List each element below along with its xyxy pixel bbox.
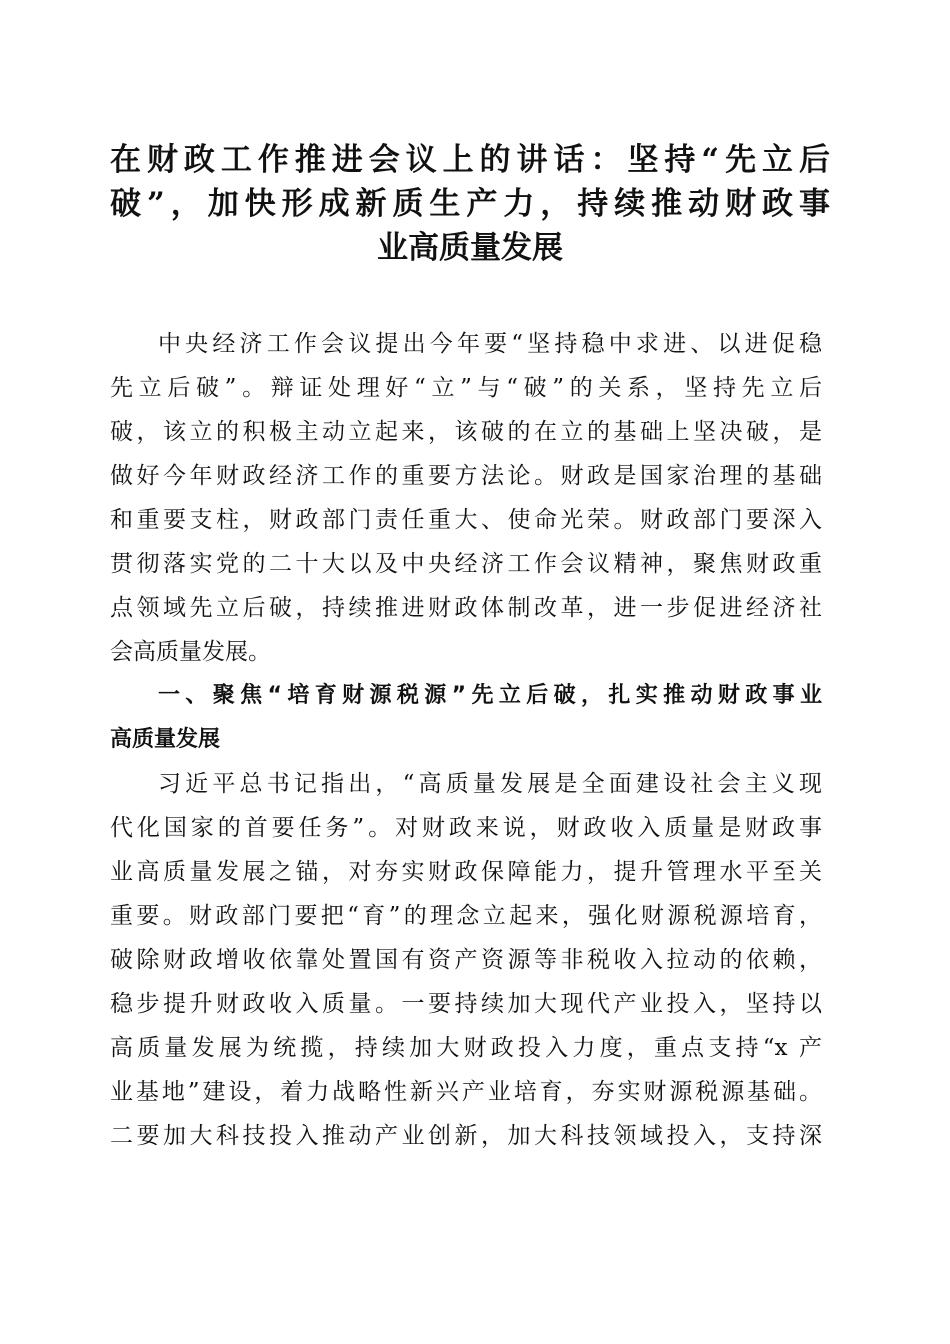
text-line: 先立后破”。辩证处理好“立”与“破”的关系，坚持先立后 [110, 375, 822, 401]
text-line: 重要。财政部门要把“育”的理念立起来，强化财源税源培育， [110, 903, 822, 929]
paragraph-section-1 [110, 762, 822, 1158]
text-line: 破，该立的积极主动立起来，该破的在立的基础上坚决破，是 [110, 419, 822, 445]
title-line: 业高质量发展 [377, 230, 563, 266]
text-line: 点领域先立后破，持续推进财政体制改革，进一步促进经济社 [110, 595, 822, 621]
document-body [110, 322, 822, 1158]
title-line: 破”，加快形成新质生产力，持续推动财政事 [110, 186, 830, 222]
text-line: 贯彻落实党的二十大以及中央经济工作会议精神，聚焦财政重 [110, 551, 822, 577]
heading-line: 高质量发展 [110, 727, 221, 752]
text-line: 会高质量发展。 [110, 639, 271, 665]
paragraph-intro [110, 322, 822, 674]
text-line: 稳步提升财政收入质量。一要持续加大现代产业投入，坚持以 [110, 991, 822, 1017]
text-line: 高质量发展为统揽，持续加大财政投入力度，重点支持“x 产 [110, 1035, 822, 1061]
heading-line: 一、聚焦“培育财源税源”先立后破，扎实推动财政事业 [158, 683, 822, 708]
text-line: 业高质量发展之锚，对夯实财政保障能力，提升管理水平至关 [110, 859, 822, 885]
document-title [110, 138, 830, 270]
section-heading-1 [110, 674, 822, 762]
title-line: 在财政工作推进会议上的讲话：坚持“先立后 [110, 142, 830, 178]
text-line: 和重要支柱，财政部门责任重大、使命光荣。财政部门要深入 [110, 507, 822, 533]
text-line: 中央经济工作会议提出今年要“坚持稳中求进、以进促稳 [158, 331, 822, 357]
text-line: 二要加大科技投入推动产业创新，加大科技领域投入，支持深 [110, 1123, 822, 1149]
text-line: 习近平总书记指出，“高质量发展是全面建设社会主义现 [158, 771, 822, 797]
text-line: 代化国家的首要任务”。对财政来说，财政收入质量是财政事 [110, 815, 822, 841]
text-line: 业基地”建设，着力战略性新兴产业培育，夯实财源税源基础。 [110, 1079, 822, 1105]
text-line: 做好今年财政经济工作的重要方法论。财政是国家治理的基础 [110, 463, 822, 489]
text-line: 破除财政增收依靠处置国有资产资源等非税收入拉动的依赖， [110, 947, 822, 973]
